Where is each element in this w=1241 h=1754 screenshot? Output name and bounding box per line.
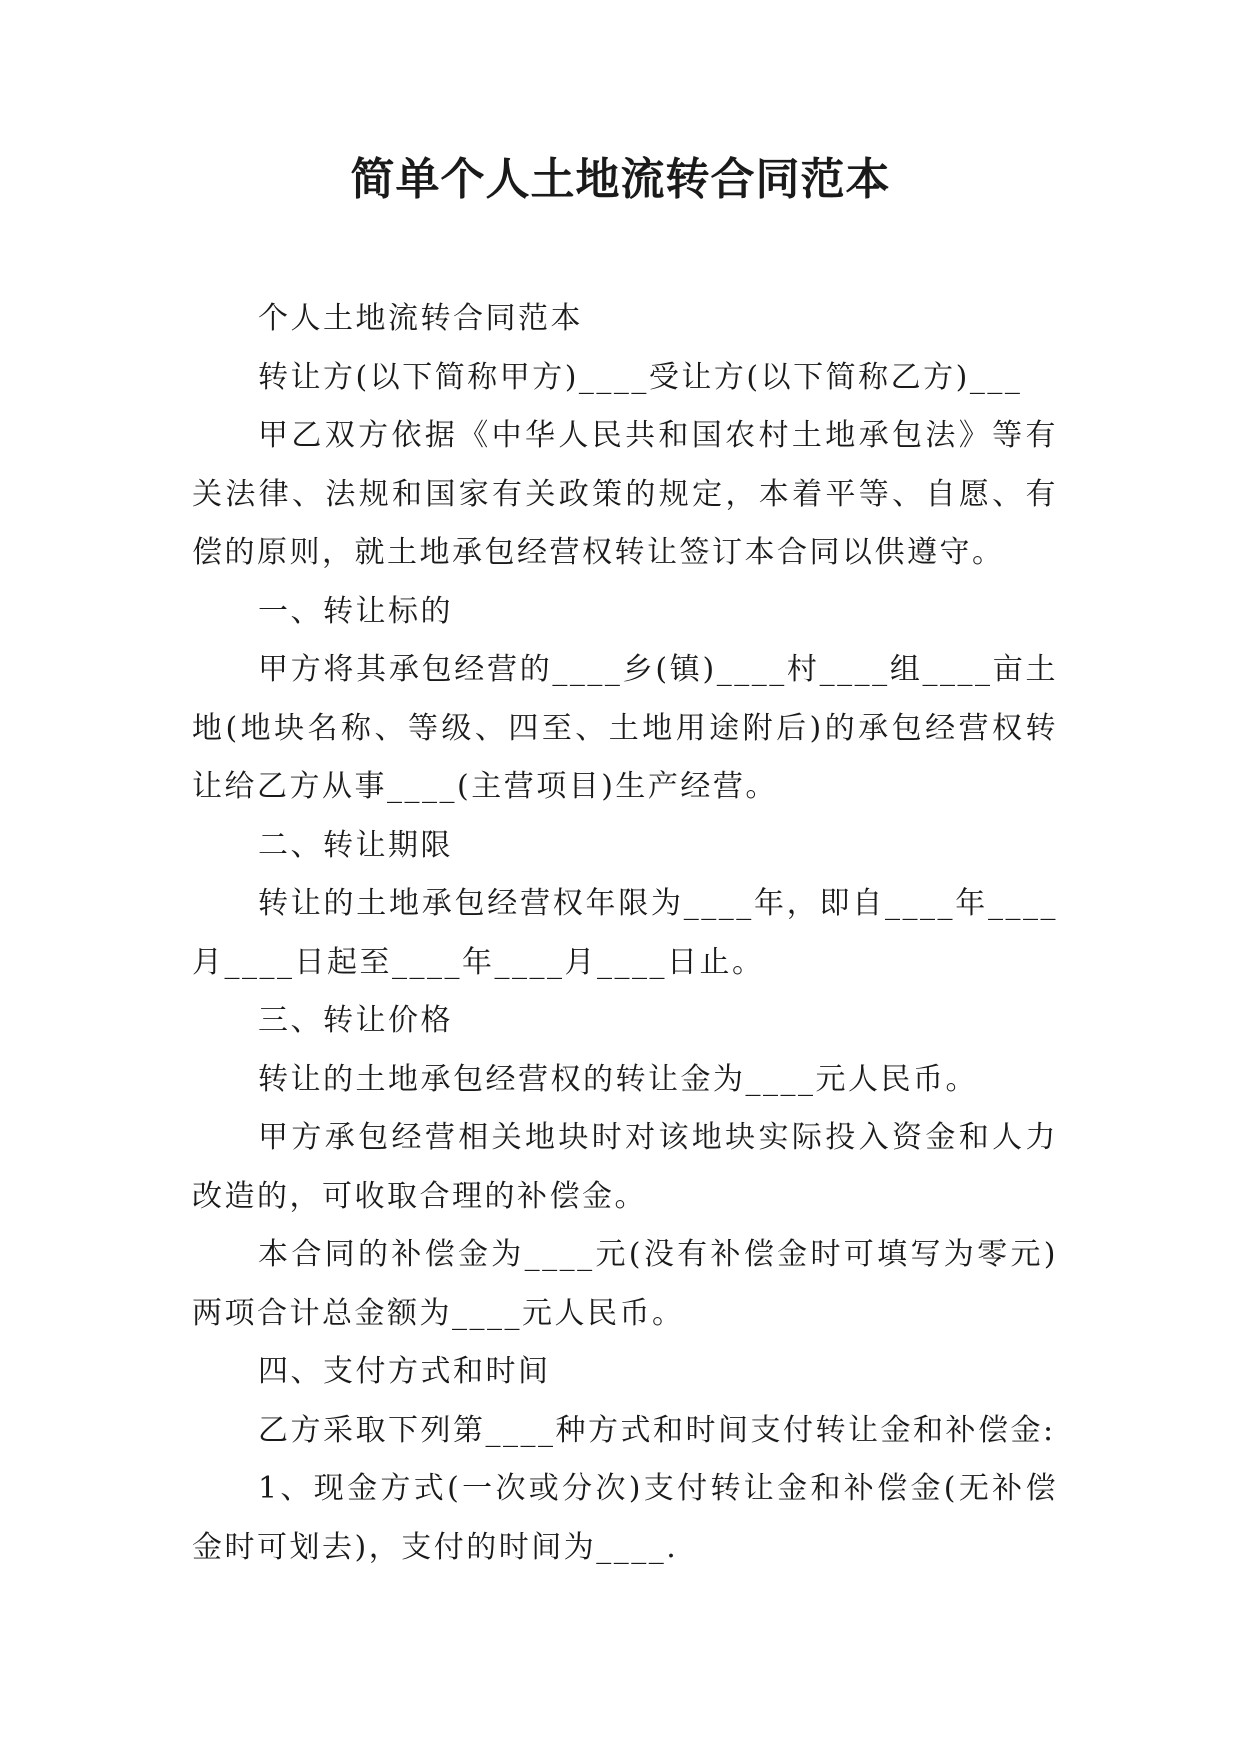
section-heading-price: 三、转让价格 <box>258 1003 453 1038</box>
paragraph-payment-method: 乙方采取下列第____种方式和时间支付转让金和补偿金: <box>258 1412 1056 1448</box>
section-heading-subject: 一、转让标的 <box>258 593 453 629</box>
section-heading-term: 二、转让期限 <box>258 827 453 863</box>
paragraph-price: 转让的土地承包经营权的转让金为____元人民币。 <box>258 1061 978 1097</box>
paragraph-compensation-amount: 本合同的补偿金为____元(没有补偿金时可填写为零元)两项合计总金额为____元人民币。 <box>192 1237 1058 1331</box>
paragraph-subtitle: 个人土地流转合同范本 <box>258 301 583 336</box>
paragraph-parties: 转让方(以下简称甲方)____受让方(以下简称乙方)___ <box>258 359 1023 395</box>
document-title: 简单个人土地流转合同范本 <box>350 154 891 205</box>
paragraph-compensation-basis: 甲方承包经营相关地块时对该地块实际投入资金和人力改造的，可收取合理的补偿金。 <box>192 1120 1058 1214</box>
paragraph-preamble: 甲乙双方依据《中华人民共和国农村土地承包法》等有关法律、法规和国家有关政策的规定，本着平等、自愿、有偿的原则，就土地承包经营权转让签订本合同以供遵守。 <box>192 418 1058 570</box>
paragraph-payment-cash: 1、现金方式(一次或分次)支付转让金和补偿金(无补偿金时可划去)，支付的时间为____. <box>192 1471 1058 1565</box>
section-heading-payment: 四、支付方式和时间 <box>258 1354 551 1389</box>
paragraph-subject: 甲方将其承包经营的____乡(镇)____村____组____亩土地(地块名称、等级、四至、土地用途附后)的承包经营权转让给乙方从事____(主营项目)生产经营。 <box>192 652 1058 804</box>
paragraph-term: 转让的土地承包经营权年限为____年，即自____年____月____日起至____年____月____日止。 <box>192 886 1058 980</box>
document-body <box>192 290 1058 1577</box>
